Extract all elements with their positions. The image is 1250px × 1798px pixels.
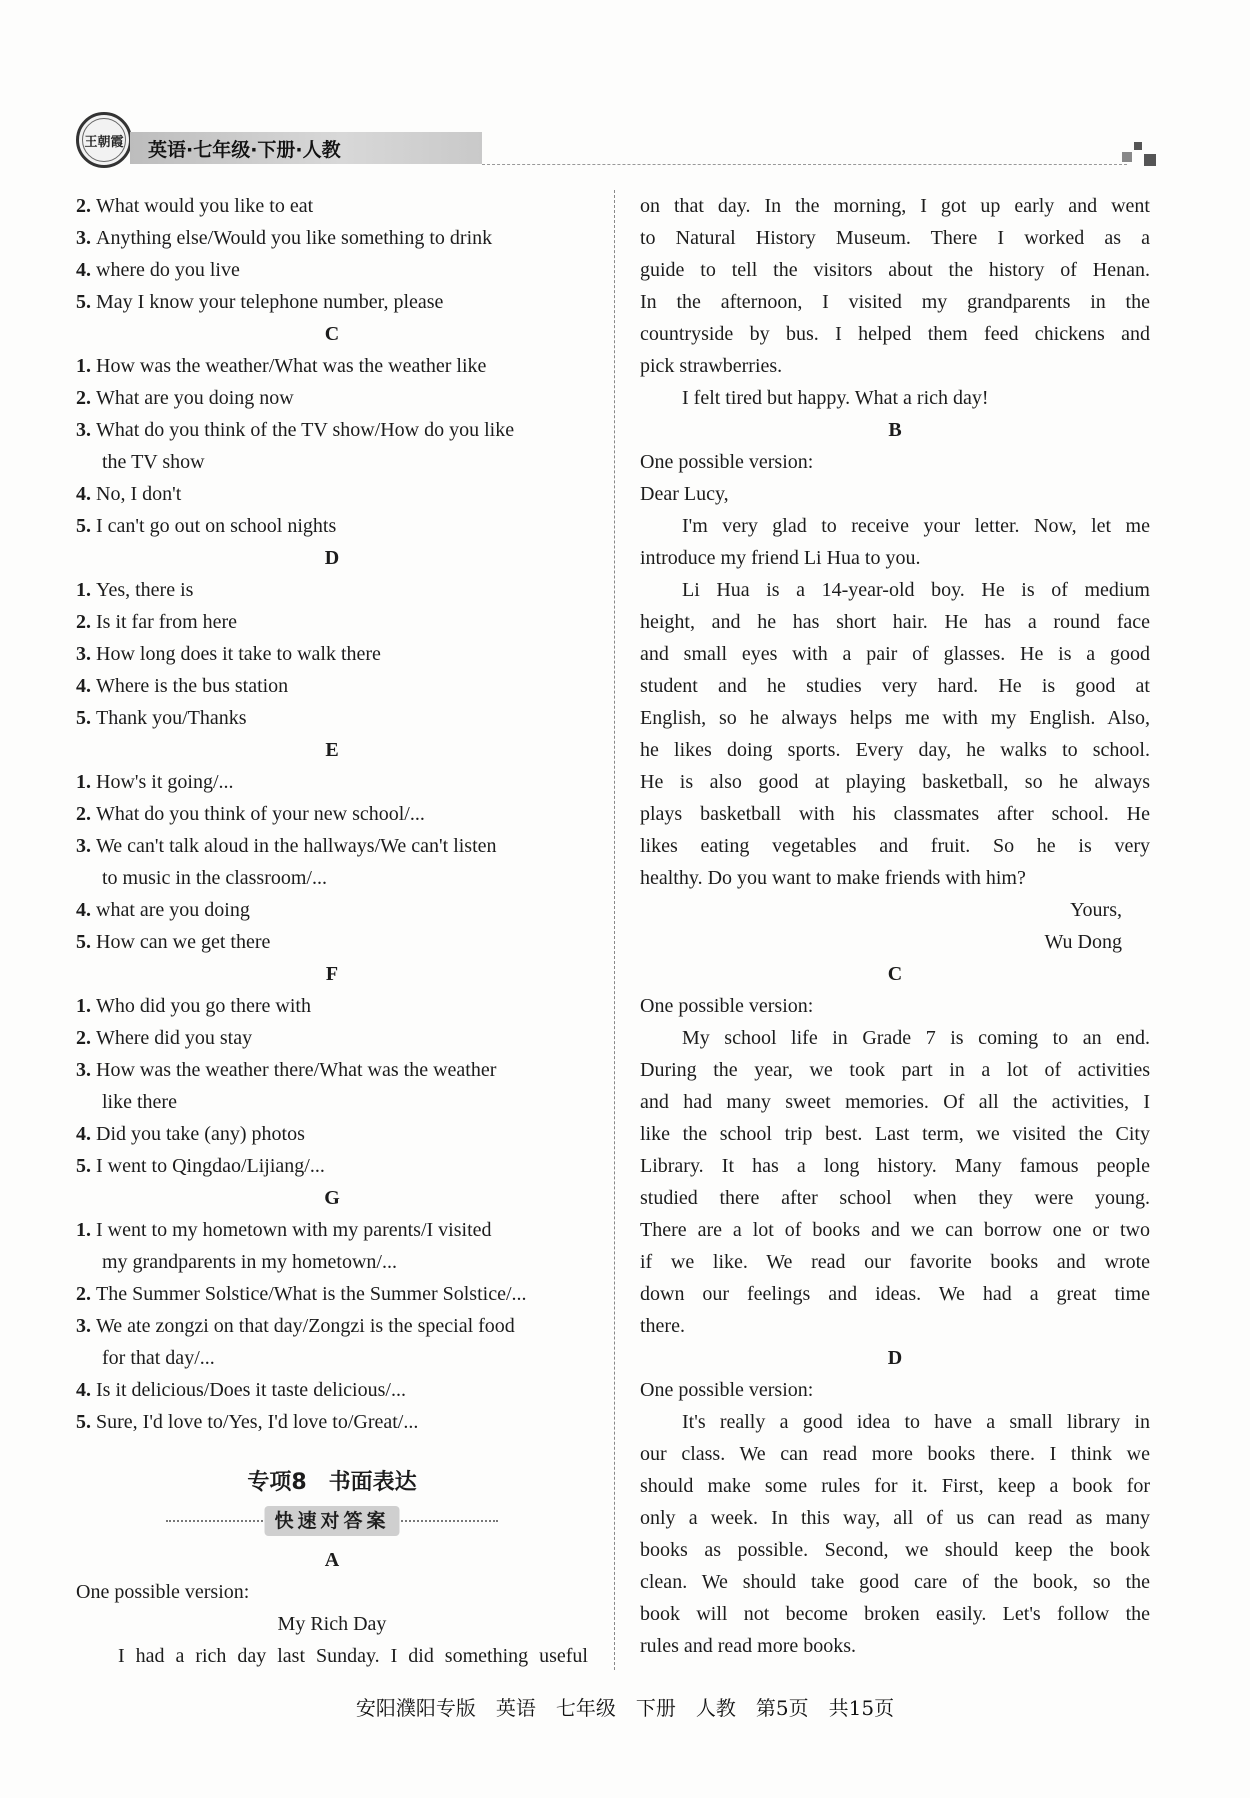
essay-line: and small eyes with a pair of glasses. He is a good <box>640 643 1150 665</box>
answer-item <box>76 478 588 510</box>
essay-line: like the school trip best. Last term, we visited the City <box>640 1123 1150 1145</box>
answer-text: I can't go out on school nights <box>96 515 337 537</box>
essay-line: healthy. Do you want to make friends with him? <box>640 867 1026 889</box>
answer-item <box>76 670 588 702</box>
answer-number: 3. <box>76 835 96 857</box>
answer-number: 1. <box>76 995 96 1017</box>
answer-text: Is it delicious/Does it taste delicious/... <box>96 1379 406 1401</box>
letter-signoff: Wu Dong <box>1044 931 1122 953</box>
answer-text: Did you take (any) photos <box>96 1123 305 1145</box>
answer-number: 5. <box>76 515 96 537</box>
answer-number: 3. <box>76 419 96 441</box>
answer-item <box>76 1214 588 1246</box>
answer-item <box>76 190 588 222</box>
header-divider <box>482 164 1127 165</box>
essay-line: countryside by bus. I helped them feed chickens and <box>640 323 1150 345</box>
answer-text: Where is the bus station <box>96 675 289 697</box>
essay-line: clean. We should take good care of the book, so the <box>640 1571 1150 1593</box>
answer-text: What do you think of the TV show/How do you like <box>96 419 515 441</box>
answer-item <box>76 254 588 286</box>
answer-item <box>76 894 588 926</box>
answer-number: 5. <box>76 291 96 313</box>
answer-text: How was the weather there/What was the weather <box>96 1059 497 1081</box>
answer-number: 4. <box>76 675 96 697</box>
answer-number: 5. <box>76 707 96 729</box>
quick-answer-label: 快速对答案 <box>264 1506 399 1536</box>
answer-number: 4. <box>76 899 96 921</box>
answer-number: 2. <box>76 387 96 409</box>
essay-line: height, and he has short hair. He has a round face <box>640 611 1150 633</box>
essay-line: introduce my friend Li Hua to you. <box>640 547 921 569</box>
essay-line: pick strawberries. <box>640 355 783 377</box>
essay-line: only a week. In this way, all of us can read as many <box>640 1507 1150 1529</box>
answer-item <box>76 382 588 414</box>
answer-number: 1. <box>76 355 96 377</box>
answer-number: 3. <box>76 643 96 665</box>
answer-number: 5. <box>76 931 96 953</box>
answer-number: 2. <box>76 803 96 825</box>
quick-answer-banner <box>76 1504 588 1538</box>
answer-number: 2. <box>76 1283 96 1305</box>
decorative-squares-icon <box>1122 142 1158 170</box>
essay-line: there. <box>640 1315 685 1337</box>
answer-item <box>76 990 588 1022</box>
answer-item <box>76 286 588 318</box>
answer-text: what are you doing <box>96 899 250 921</box>
essay-line: should make some rules for it. First, keep a book for <box>640 1475 1150 1497</box>
essay-line: down our feelings and ideas. We had a great time <box>640 1283 1150 1305</box>
answer-item <box>76 1278 588 1310</box>
version-label: One possible version: <box>76 1581 250 1603</box>
answer-number: 2. <box>76 195 96 217</box>
answer-item <box>76 926 588 958</box>
section-heading: C <box>324 323 340 345</box>
essay-line: One possible version: <box>640 1379 814 1401</box>
answer-item <box>76 510 588 542</box>
publisher-logo: 王朝霞 <box>76 112 132 168</box>
essay-line: and had many sweet memories. Of all the activities, I <box>640 1091 1150 1113</box>
answer-text: Where did you stay <box>96 1027 253 1049</box>
answer-number: 4. <box>76 1379 96 1401</box>
essay-line: One possible version: <box>640 451 814 473</box>
answer-number: 2. <box>76 611 96 633</box>
answer-number: 4. <box>76 483 96 505</box>
section-heading: F <box>325 963 339 985</box>
answer-item <box>76 798 588 830</box>
answer-text: What are you doing now <box>96 387 294 409</box>
essay-line: books as possible. Second, we should keep the book <box>640 1539 1150 1561</box>
answer-text: where do you live <box>96 259 240 281</box>
essay-line: likes eating vegetables and fruit. So he is very <box>640 835 1150 857</box>
answer-item <box>76 1118 588 1150</box>
section-heading: C <box>887 963 903 985</box>
section-heading: E <box>325 739 339 761</box>
essay-line: During the year, we took part in a lot of activities <box>640 1059 1150 1081</box>
answer-number: 1. <box>76 1219 96 1241</box>
answer-item <box>76 830 588 862</box>
answer-text: How can we get there <box>96 931 271 953</box>
page-footer: 安阳濮阳专版 英语 七年级 下册 人教 第5页 共15页 <box>355 1696 895 1720</box>
answer-text: We ate zongzi on that day/Zongzi is the special food <box>96 1315 515 1337</box>
essay-line: I felt tired but happy. What a rich day! <box>682 387 989 409</box>
answer-item <box>76 606 588 638</box>
answer-number: 1. <box>76 579 96 601</box>
essay-title: My Rich Day <box>277 1613 387 1635</box>
essay-line: In the afternoon, I visited my grandparents in the <box>640 291 1150 313</box>
essay-line: There are a lot of books and we can borrow one or two <box>640 1219 1150 1241</box>
answer-item <box>76 222 588 254</box>
essay-line: Library. It has a long history. Many famous people <box>640 1155 1150 1177</box>
answer-item <box>76 1310 588 1342</box>
answer-continuation: to music in the classroom/... <box>102 867 327 889</box>
essay-line: English, so he always helps me with my English. Also, <box>640 707 1150 729</box>
section-heading: D <box>324 547 340 569</box>
answer-number: 5. <box>76 1411 96 1433</box>
answer-text: How's it going/... <box>96 771 234 793</box>
answer-item <box>76 1054 588 1086</box>
essay-line: studied there after school when they were young. <box>640 1187 1150 1209</box>
answer-item <box>76 638 588 670</box>
page-header <box>72 108 1152 176</box>
answer-text: The Summer Solstice/What is the Summer Solstice/... <box>96 1283 527 1305</box>
essay-line: He is also good at playing basketball, so he always <box>640 771 1150 793</box>
section-heading: G <box>324 1187 340 1209</box>
essay-line: he likes doing sports. Every day, he walks to school. <box>640 739 1150 761</box>
answer-text: I went to my hometown with my parents/I visited <box>96 1219 492 1241</box>
answer-text: I went to Qingdao/Lijiang/... <box>96 1155 325 1177</box>
essay-line: One possible version: <box>640 995 814 1017</box>
answer-continuation: the TV show <box>102 451 205 473</box>
essay-line: our class. We can read more books there. I think we <box>640 1443 1150 1465</box>
section-heading: A <box>324 1549 340 1571</box>
answer-item <box>76 702 588 734</box>
answer-text: Anything else/Would you like something to drink <box>96 227 493 249</box>
topic-title: 专项8 书面表达 <box>247 1470 417 1495</box>
answer-text: Thank you/Thanks <box>96 707 247 729</box>
essay-line: Dear Lucy, <box>640 483 729 505</box>
answer-number: 3. <box>76 1059 96 1081</box>
letter-signoff: Yours, <box>1070 899 1122 921</box>
essay-line: guide to tell the visitors about the history of Henan. <box>640 259 1150 281</box>
answer-text: What do you think of your new school/... <box>96 803 425 825</box>
essay-line: book will not become broken easily. Let's follow the <box>640 1603 1150 1625</box>
answer-text: No, I don't <box>96 483 182 505</box>
essay-line: I'm very glad to receive your letter. Now, let me <box>682 515 1150 537</box>
answer-number: 5. <box>76 1155 96 1177</box>
essay-line: on that day. In the morning, I got up early and went <box>640 195 1150 217</box>
answer-text: What would you like to eat <box>96 195 314 217</box>
essay-line: It's really a good idea to have a small library in <box>682 1411 1150 1433</box>
answer-number: 3. <box>76 1315 96 1337</box>
answer-number: 4. <box>76 259 96 281</box>
answer-number: 2. <box>76 1027 96 1049</box>
essay-line: to Natural History Museum. There I worked as a <box>640 227 1150 249</box>
left-column <box>76 190 588 1672</box>
essay-line: if we like. We read our favorite books and wrote <box>640 1251 1150 1273</box>
answer-continuation: my grandparents in my hometown/... <box>102 1251 397 1273</box>
section-heading: D <box>887 1347 903 1369</box>
answer-number: 4. <box>76 1123 96 1145</box>
answer-item <box>76 350 588 382</box>
essay-paragraph-line: I had a rich day last Sunday. I did something useful <box>118 1645 588 1667</box>
essay-line: plays basketball with his classmates after school. He <box>640 803 1150 825</box>
essay-line: student and he studies very hard. He is good at <box>640 675 1150 697</box>
answer-item <box>76 1022 588 1054</box>
answer-item <box>76 766 588 798</box>
answer-text: We can't talk aloud in the hallways/We can't listen <box>96 835 497 857</box>
answer-text: How long does it take to walk there <box>96 643 381 665</box>
answer-item <box>76 574 588 606</box>
answer-text: How was the weather/What was the weather like <box>96 355 487 377</box>
answer-number: 1. <box>76 771 96 793</box>
answer-item <box>76 1406 588 1438</box>
answer-number: 3. <box>76 227 96 249</box>
essay-line: rules and read more books. <box>640 1635 857 1657</box>
answer-text: May I know your telephone number, please <box>96 291 444 313</box>
essay-line: My school life in Grade 7 is coming to an end. <box>682 1027 1150 1049</box>
column-divider <box>614 190 615 1670</box>
section-heading: B <box>888 419 902 441</box>
answer-item <box>76 414 588 446</box>
essay-line: Li Hua is a 14-year-old boy. He is of medium <box>682 579 1150 601</box>
answer-continuation: like there <box>102 1091 177 1113</box>
answer-text: Is it far from here <box>96 611 238 633</box>
answer-item <box>76 1374 588 1406</box>
answer-text: Who did you go there with <box>96 995 311 1017</box>
right-column <box>640 190 1150 1662</box>
answer-item <box>76 1150 588 1182</box>
answer-text: Yes, there is <box>96 579 194 601</box>
book-title-band: 英语·七年级·下册·人教 <box>130 132 482 164</box>
answer-continuation: for that day/... <box>102 1347 215 1369</box>
answer-text: Sure, I'd love to/Yes, I'd love to/Great/... <box>96 1411 419 1433</box>
